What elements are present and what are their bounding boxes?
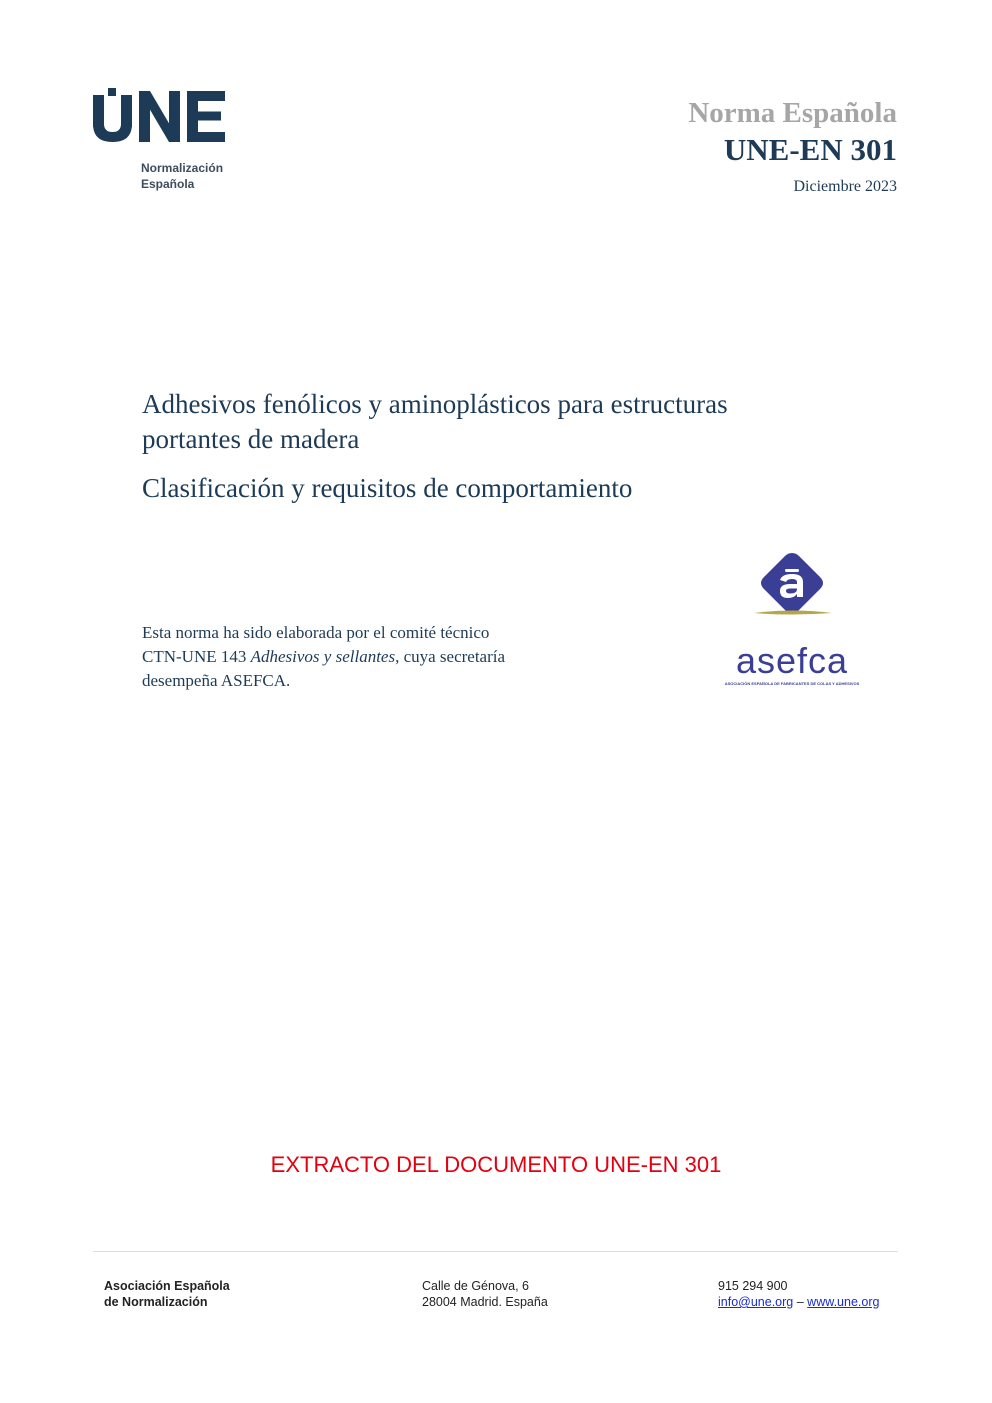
une-wordmark [92, 88, 232, 144]
asefca-diamond-icon [706, 550, 878, 630]
document-title-line-1: Adhesivos fenólicos y aminoplásticos para estructuras [142, 389, 728, 419]
committee-prefix: CTN-UNE 143 [142, 647, 251, 666]
footer-divider [93, 1251, 898, 1252]
committee-text-line-3: desempeña ASEFCA. [142, 671, 291, 690]
committee-name: Adhesivos y sellantes [250, 647, 396, 666]
asefca-tagline: ASOCIACIÓN ESPAÑOLA DE FABRICANTES DE COLAS Y ADHESIVOS [724, 681, 860, 686]
une-logo [92, 88, 242, 198]
norma-code: UNE-EN 301 [723, 132, 897, 167]
logo-subline-1: Normalización [141, 161, 224, 175]
footer-org-line-2: de Normalización [104, 1295, 208, 1309]
footer-phone: 915 294 900 [718, 1279, 788, 1293]
document-subtitle: Clasificación y requisitos de comportamiento [142, 473, 633, 503]
committee-suffix: , cuya secretaría [395, 647, 506, 666]
asefca-logo [706, 550, 878, 692]
asefca-wordmark: asefca [735, 640, 849, 681]
norma-label: Norma Española [688, 97, 897, 129]
committee-text-line-2 [142, 645, 505, 669]
footer-contact [718, 1294, 879, 1310]
extract-banner: EXTRACTO DEL DOCUMENTO UNE-EN 301 [270, 1152, 722, 1177]
footer-org-line-1: Asociación Española [104, 1279, 230, 1293]
committee-text-line-1: Esta norma ha sido elaborada por el comité técnico [142, 623, 490, 642]
document-title-line-2: portantes de madera [142, 424, 360, 454]
footer-address-line-2: 28004 Madrid. España [422, 1295, 548, 1309]
logo-subline-2: Española [141, 177, 195, 191]
website-link[interactable]: www.une.org [807, 1295, 880, 1309]
email-link[interactable]: info@une.org [718, 1295, 794, 1309]
footer-address-line-1: Calle de Génova, 6 [422, 1279, 530, 1293]
publication-date: Diciembre 2023 [793, 178, 897, 195]
footer-separator: – [796, 1295, 804, 1309]
